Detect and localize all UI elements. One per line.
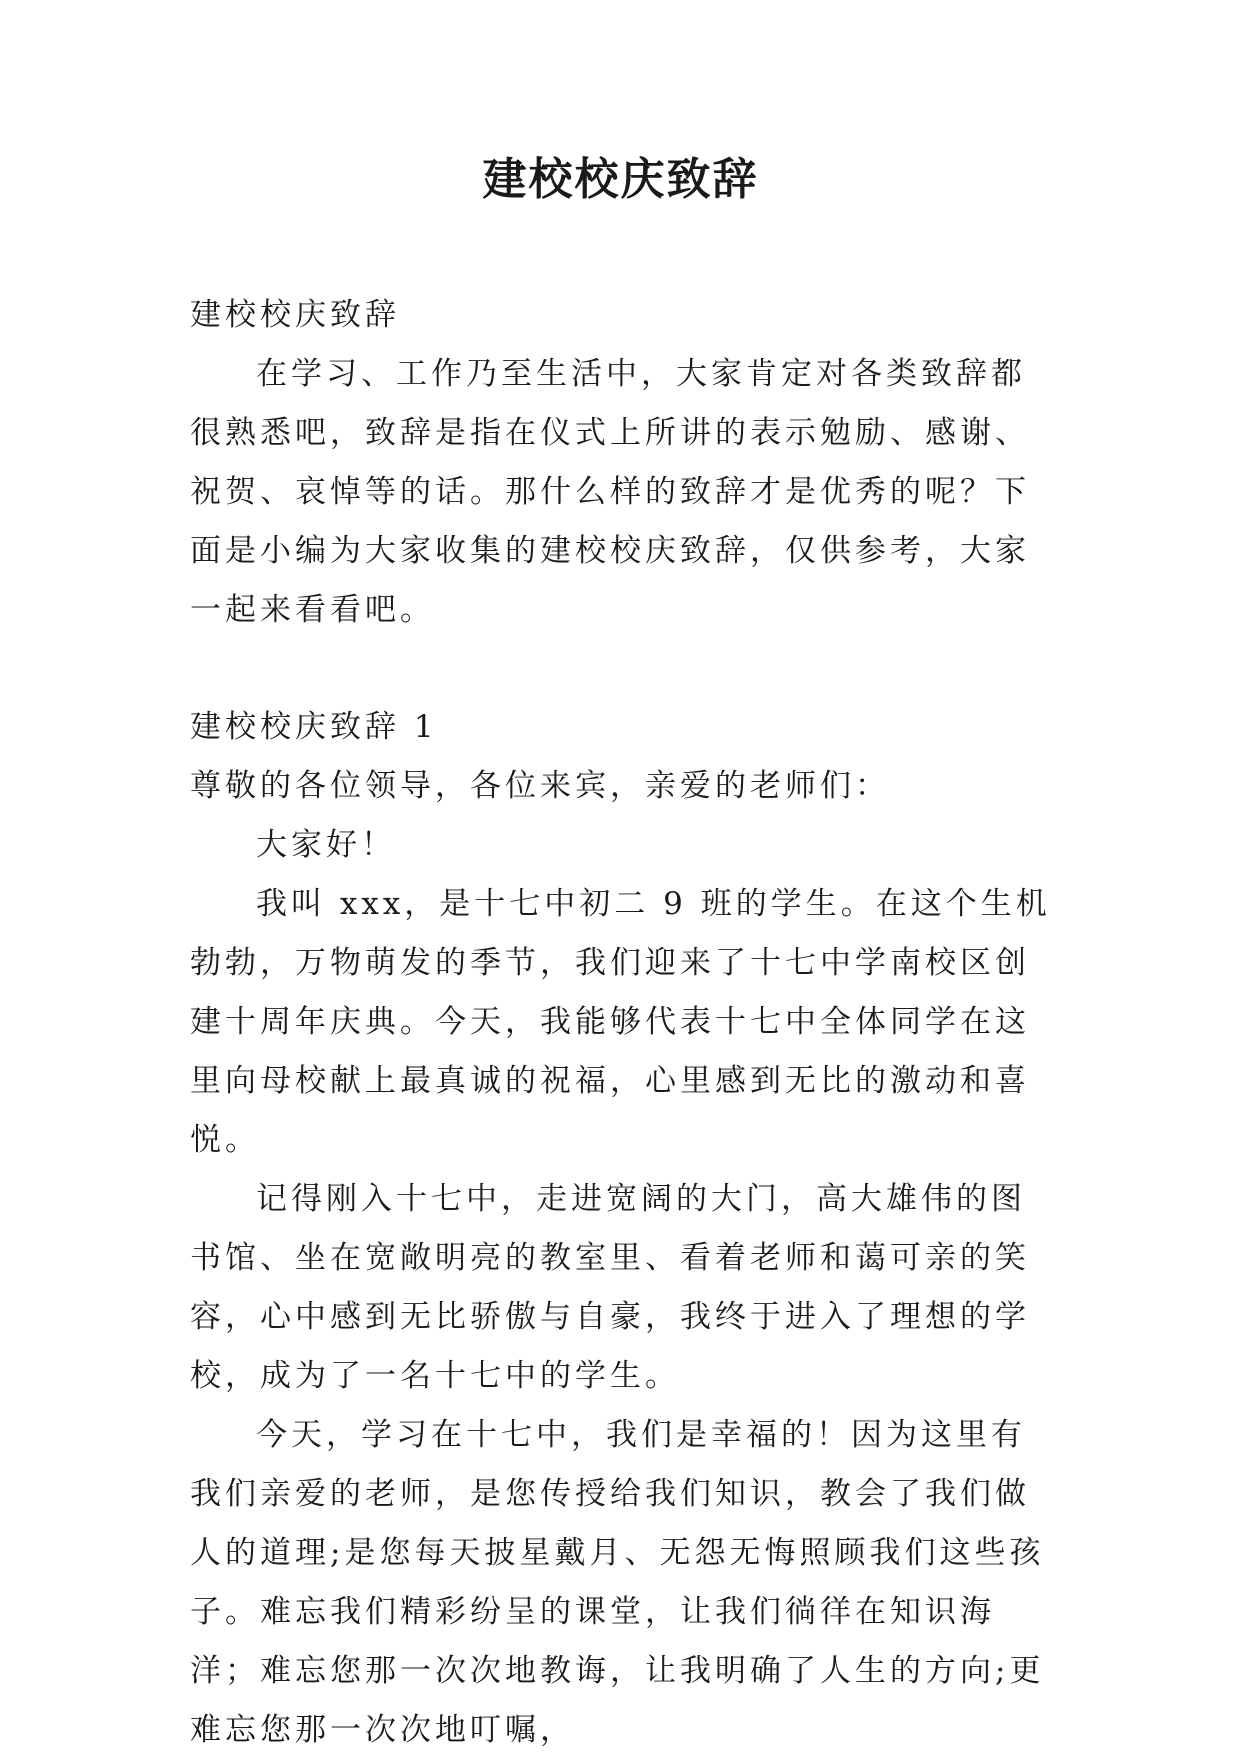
section-heading: 建校校庆致辞: [190, 297, 400, 333]
document-body: [190, 286, 1060, 1760]
subsection-heading: 建校校庆致辞 1: [190, 709, 438, 745]
salutation: 尊敬的各位领导，各位来宾，亲爱的老师们：: [190, 768, 890, 804]
body-paragraph: 今天，学习在十七中，我们是幸福的！因为这里有我们亲爱的老师，是您传授给我们知识，教会了我们做人的道理;是您每天披星戴月、无怨无悔照顾我们这些孩子。难忘我们精彩纷呈的课堂，让我们徜徉在知识海洋；难忘您那一次次地教诲，让我明确了人生的方向;更难忘您那一次次地叮嘱，: [190, 1417, 1045, 1748]
intro-paragraph: 在学习、工作乃至生活中，大家肯定对各类致辞都很熟悉吧，致辞是指在仪式上所讲的表示勉励、感谢、祝贺、哀悼等的话。那什么样的致辞才是优秀的呢？下面是小编为大家收集的建校校庆致辞，仅供参考，大家一起来看看吧。: [190, 356, 1030, 628]
body-paragraph: 我叫 xxx，是十七中初二 9 班的学生。在这个生机勃勃，万物萌发的季节，我们迎来了十七中学南校区创建十周年庆典。今天，我能够代表十七中全体同学在这里向母校献上最真诚的祝福，心里感到无比的激动和喜悦。: [190, 886, 1051, 1158]
greeting: 大家好！: [256, 827, 396, 863]
body-paragraph: 记得刚入十七中，走进宽阔的大门，高大雄伟的图书馆、坐在宽敞明亮的教室里、看着老师和蔼可亲的笑容，心中感到无比骄傲与自豪，我终于进入了理想的学校，成为了一名十七中的学生。: [190, 1181, 1030, 1394]
document-title: 建校校庆致辞: [482, 154, 759, 205]
